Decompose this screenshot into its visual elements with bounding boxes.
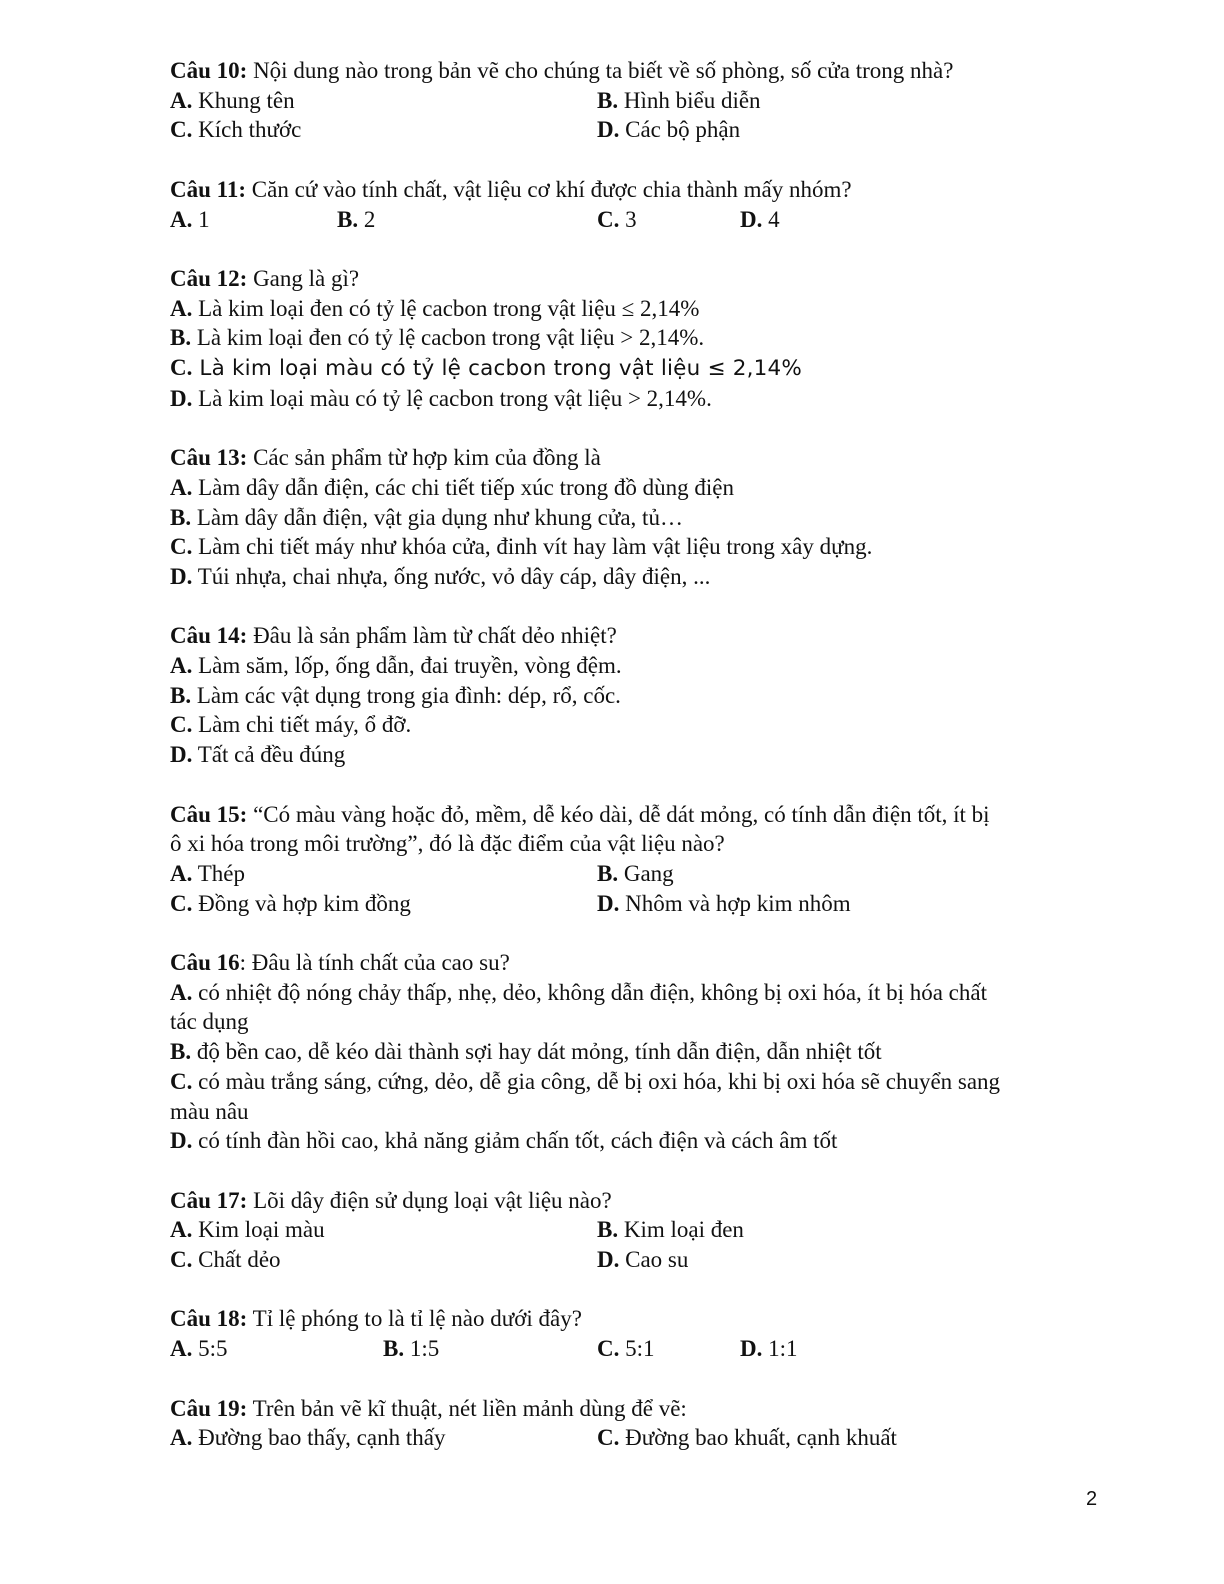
- page-number: 2: [1086, 1488, 1098, 1510]
- options-grid: [170, 86, 1110, 145]
- option-letter: C.: [170, 890, 193, 916]
- option-a-continued: tác dụng: [170, 1009, 249, 1035]
- option-letter: B.: [170, 682, 192, 708]
- option-letter: B.: [337, 206, 359, 232]
- option-letter: A.: [170, 474, 193, 500]
- option-letter: D.: [597, 890, 620, 916]
- option-d: [597, 889, 1024, 919]
- option-letter: D.: [740, 1336, 763, 1362]
- option-b: [337, 205, 597, 235]
- option-b: [170, 1037, 1110, 1067]
- option-text: Làm dây dẫn điện, các chi tiết tiếp xúc trong đồ dùng điện: [192, 474, 734, 500]
- option-text: có nhiệt độ nóng chảy thấp, nhẹ, dẻo, không dẫn điện, không bị oxi hóa, ít bị hóa chất: [192, 979, 987, 1005]
- question-label: Câu 17:: [170, 1187, 248, 1213]
- option-text: 2: [358, 206, 376, 232]
- option-text: Đường bao khuất, cạnh khuất: [619, 1425, 897, 1451]
- option-c: [170, 889, 597, 919]
- option-letter: B.: [383, 1336, 405, 1362]
- option-letter: C.: [170, 1068, 193, 1094]
- question-label: Câu 13:: [170, 445, 248, 471]
- option-text: có tính đàn hồi cao, khả năng giảm chấn tốt, cách điện và cách âm tốt: [192, 1128, 838, 1154]
- option-text: Là kim loại đen có tỷ lệ cacbon trong vật liệu > 2,14%.: [191, 325, 705, 351]
- option-text: Làm chi tiết máy, ổ đỡ.: [192, 712, 412, 738]
- option-letter: C.: [170, 712, 193, 738]
- question-stem-continued: ô xi hóa trong môi trường”, đó là đặc điểm của vật liệu nào?: [170, 831, 725, 857]
- option-letter: C.: [170, 1247, 193, 1273]
- option-text: độ bền cao, dễ kéo dài thành sợi hay dát mỏng, tính dẫn điện, dẫn nhiệt tốt: [191, 1039, 882, 1065]
- option-letter: D.: [170, 563, 193, 589]
- option-letter: A.: [170, 87, 193, 113]
- options-grid: [170, 1423, 1110, 1453]
- question-19: [170, 1394, 1110, 1453]
- question-stem: [170, 1394, 1110, 1424]
- option-d: [170, 740, 1110, 770]
- question-18: [170, 1304, 1110, 1363]
- option-text: 1:1: [762, 1336, 798, 1362]
- option-b: [170, 681, 1110, 711]
- option-letter: A.: [170, 206, 193, 232]
- question-text: Tỉ lệ phóng to là tỉ lệ nào dưới đây?: [247, 1306, 582, 1332]
- options-grid: [170, 1215, 1110, 1274]
- option-text: Đồng và hợp kim đồng: [192, 890, 411, 916]
- option-text: Làm săm, lốp, ống dẫn, đai truyền, vòng đệm.: [192, 653, 622, 678]
- option-c: [170, 710, 1110, 740]
- question-14: [170, 621, 1110, 770]
- option-letter: D.: [597, 1247, 620, 1273]
- option-letter: A.: [170, 979, 193, 1005]
- option-a: [170, 1215, 597, 1245]
- question-stem: [170, 1186, 1110, 1216]
- option-letter: C.: [170, 355, 193, 380]
- option-a: [170, 651, 1110, 681]
- question-label: Câu 18:: [170, 1306, 248, 1332]
- option-letter: A.: [170, 295, 193, 321]
- option-letter: A.: [170, 653, 193, 678]
- option-text: Chất dẻo: [192, 1247, 281, 1273]
- options-grid: [170, 859, 1110, 918]
- question-text: Nội dung nào trong bản vẽ cho chúng ta biết về số phòng, số cửa trong nhà?: [247, 58, 954, 83]
- question-12: [170, 264, 1110, 414]
- question-label: Câu 11:: [170, 176, 247, 202]
- option-letter: D.: [597, 117, 620, 143]
- question-text: Trên bản vẽ kĩ thuật, nét liền mảnh dùng để vẽ:: [247, 1395, 687, 1421]
- option-letter: C.: [597, 1336, 620, 1362]
- option-c-continued: màu nâu: [170, 1098, 249, 1124]
- option-a: [170, 86, 597, 116]
- question-stem: [170, 621, 1110, 651]
- option-text: 1:5: [404, 1336, 440, 1362]
- option-b: [170, 503, 1110, 533]
- option-text: Các bộ phận: [619, 117, 741, 143]
- question-text: Các sản phẩm từ hợp kim của đồng là: [247, 445, 601, 471]
- option-letter: A.: [170, 1217, 193, 1243]
- option-b: [383, 1334, 597, 1364]
- question-label: Câu 19:: [170, 1395, 248, 1421]
- option-d: [597, 1245, 1024, 1275]
- option-text: Cao su: [619, 1247, 689, 1273]
- option-text: Là kim loại màu có tỷ lệ cacbon trong vật liệu > 2,14%.: [192, 385, 712, 411]
- question-label: Câu 15:: [170, 801, 248, 827]
- question-label: Câu 12:: [170, 265, 248, 291]
- option-text: Làm các vật dụng trong gia đình: dép, rổ, cốc.: [191, 682, 621, 708]
- option-text: Nhôm và hợp kim nhôm: [619, 890, 851, 916]
- options-grid: [170, 1334, 1110, 1364]
- option-text: Làm chi tiết máy như khóa cửa, đinh vít hay làm vật liệu trong xây dựng.: [192, 534, 873, 560]
- option-letter: B.: [597, 860, 619, 886]
- question-17: [170, 1186, 1110, 1275]
- question-text: Đâu là sản phẩm làm từ chất dẻo nhiệt?: [247, 623, 617, 649]
- option-d: [170, 562, 1110, 592]
- option-b: [597, 859, 1024, 889]
- option-d: [170, 1126, 1110, 1156]
- question-text: : Đâu là tính chất của cao su?: [239, 950, 510, 975]
- option-a: [170, 978, 1110, 1008]
- option-b: [170, 323, 1110, 353]
- option-text: 5:5: [192, 1336, 228, 1362]
- option-c: [170, 353, 1110, 384]
- option-c: [597, 1423, 1024, 1453]
- question-stem: [170, 443, 1110, 473]
- question-stem: [170, 1304, 1110, 1334]
- option-letter: A.: [170, 860, 193, 886]
- question-stem: [170, 800, 1110, 830]
- option-text: Làm dây dẫn điện, vật gia dụng như khung cửa, tủ…: [191, 504, 683, 530]
- option-letter: D.: [170, 1128, 193, 1154]
- option-text: Đường bao thấy, cạnh thấy: [192, 1425, 446, 1451]
- option-a: [170, 294, 1110, 324]
- option-letter: D.: [740, 206, 763, 232]
- option-letter: C.: [597, 206, 620, 232]
- option-b: [597, 86, 1024, 116]
- option-text: Túi nhựa, chai nhựa, ống nước, vỏ dây cáp, dây điện, ...: [192, 563, 711, 589]
- question-text: Căn cứ vào tính chất, vật liệu cơ khí được chia thành mấy nhóm?: [246, 176, 852, 202]
- question-text: “Có màu vàng hoặc đỏ, mềm, dễ kéo dài, dễ dát mỏng, có tính dẫn điện tốt, ít bị: [247, 801, 990, 827]
- option-letter: B.: [170, 325, 192, 351]
- option-a: [170, 1423, 597, 1453]
- option-c: [170, 115, 597, 145]
- question-10: [170, 56, 1110, 145]
- option-c: [170, 1245, 597, 1275]
- question-stem: [170, 264, 1110, 294]
- option-d: [740, 205, 940, 235]
- question-stem: [170, 948, 1110, 978]
- option-d: [740, 1334, 940, 1364]
- question-label: Câu 10:: [170, 58, 248, 83]
- option-text: có màu trắng sáng, cứng, dẻo, dễ gia công, dễ bị oxi hóa, khi bị oxi hóa sẽ chuyển sang: [192, 1068, 1001, 1094]
- question-15: [170, 800, 1110, 919]
- option-text: Gang: [618, 860, 674, 886]
- question-text: Gang là gì?: [247, 265, 360, 291]
- option-text: 4: [762, 206, 780, 232]
- option-text: Kim loại đen: [618, 1217, 744, 1243]
- question-16: [170, 948, 1110, 1156]
- option-c: [597, 1334, 740, 1364]
- option-c: [597, 205, 740, 235]
- question-stem: [170, 56, 1110, 86]
- option-letter: B.: [597, 87, 619, 113]
- option-text: Tất cả đều đúng: [192, 742, 346, 768]
- option-a: [170, 473, 1110, 503]
- option-letter: C.: [170, 534, 193, 560]
- option-text: Kim loại màu: [192, 1217, 325, 1243]
- option-letter: B.: [170, 504, 192, 530]
- option-a: [170, 205, 337, 235]
- option-text: 5:1: [619, 1336, 655, 1362]
- option-letter: B.: [597, 1217, 619, 1243]
- option-d: [170, 384, 1110, 414]
- option-text: Là kim loại màu có tỷ lệ cacbon trong vật liệu ≤ 2,14%: [192, 356, 803, 381]
- option-letter: A.: [170, 1336, 193, 1362]
- question-text: Lõi dây điện sử dụng loại vật liệu nào?: [247, 1187, 612, 1213]
- option-b: [597, 1215, 1024, 1245]
- option-c: [170, 532, 1110, 562]
- option-text: Hình biểu diễn: [618, 87, 761, 113]
- option-letter: D.: [170, 385, 193, 411]
- options-grid: [170, 205, 1110, 235]
- question-13: [170, 443, 1110, 592]
- option-a: [170, 1334, 383, 1364]
- document-body: [170, 56, 1110, 1453]
- option-letter: C.: [597, 1425, 620, 1451]
- question-stem: [170, 175, 1110, 205]
- question-11: [170, 175, 1110, 234]
- option-text: Là kim loại đen có tỷ lệ cacbon trong vật liệu ≤ 2,14%: [192, 295, 700, 321]
- option-c: [170, 1067, 1110, 1097]
- option-text: Khung tên: [192, 87, 295, 113]
- question-label: Câu 14:: [170, 623, 248, 649]
- option-text: 1: [192, 206, 210, 232]
- option-text: 3: [619, 206, 637, 232]
- option-letter: A.: [170, 1425, 193, 1451]
- option-a: [170, 859, 597, 889]
- option-letter: B.: [170, 1039, 192, 1065]
- option-d: [597, 115, 1024, 145]
- option-letter: D.: [170, 742, 193, 768]
- option-text: Thép: [192, 860, 245, 886]
- option-text: Kích thước: [192, 117, 302, 143]
- question-label: Câu 16: [170, 950, 240, 975]
- option-letter: C.: [170, 117, 193, 143]
